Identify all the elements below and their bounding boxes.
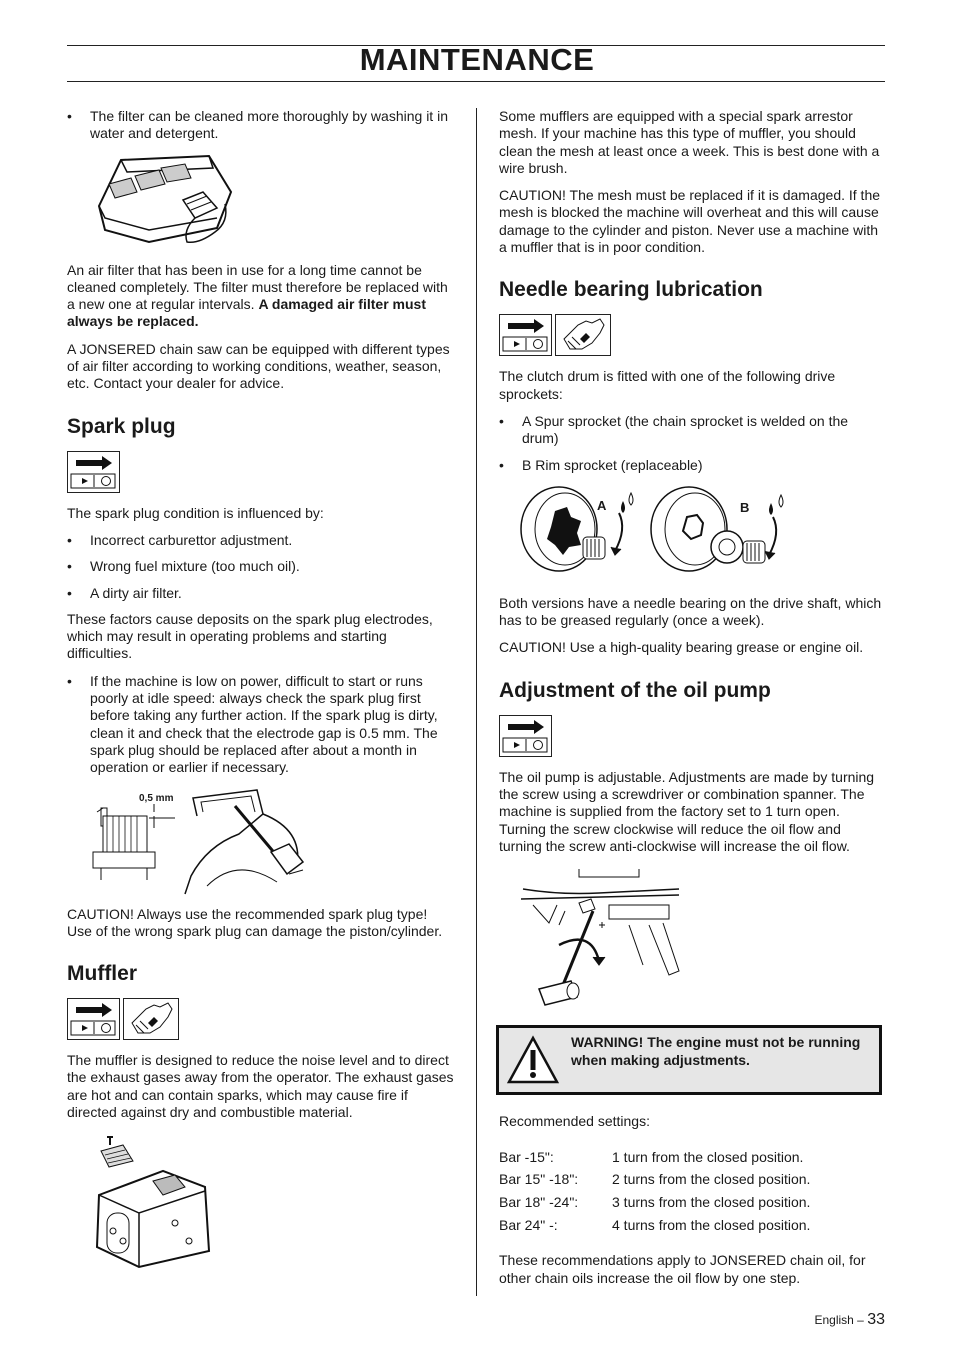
oil-recommendation-note: These recommendations apply to JONSERED chain oil, for other chain oils increase the oil flow by one step.: [499, 1252, 866, 1286]
stop-switch-icon: [499, 314, 552, 356]
paragraph-jonsered-filters: A JONSERED chain saw can be equipped with different types of air filter according to working conditions, weather, season, etc. Contact your dealer for advice.: [67, 340, 450, 392]
footer-dash: –: [857, 1313, 864, 1327]
oil-pump-icons: [499, 715, 885, 757]
heading-muffler: Muffler: [67, 962, 137, 986]
column-divider: [476, 108, 477, 1296]
setting-bar: Bar -15":: [499, 1148, 554, 1165]
spark-plug-gap-illustration: [67, 786, 407, 896]
sprocket-label-b: B: [740, 499, 750, 515]
air-filter-illustration: [91, 152, 261, 252]
paragraph-spark-arrestor: Some mufflers are equipped with a special spark arrestor mesh. If your machine has this type of muffler, you should clean the mesh at least once a week. This is best done with a wire brush.: [499, 108, 880, 176]
right-column: [499, 108, 885, 1297]
paragraph-mesh-caution: CAUTION! The mesh must be replaced if it is damaged. If the mesh is blocked the machine will overheat and this will cause damage to the cylinder and piston. Never use a machine with a muffler that is in poor condition.: [499, 187, 881, 256]
warning-box: [496, 1025, 882, 1095]
spark-plug-icons: [67, 451, 455, 493]
needle-intro: The clutch drum is fitted with one of the following drive sprockets:: [499, 368, 836, 402]
recommended-settings-label: Recommended settings:: [499, 1113, 650, 1130]
heading-oil-pump: Adjustment of the oil pump: [499, 678, 771, 702]
muffler-description: The muffler is designed to reduce the noise level and to direct the exhaust gases away from the operator. The exhaust gases are hot and can contain sparks, which may cause fire if directed against dry and combustible material.: [67, 1052, 454, 1121]
setting-bar: Bar 18" -24":: [499, 1194, 579, 1211]
warning-text: WARNING! The engine must not be running when making adjustments.: [571, 1034, 861, 1068]
setting-value: 2 turns from the closed position.: [612, 1171, 811, 1188]
spark-plug-intro: The spark plug condition is influenced by:: [67, 504, 324, 521]
bullet-fuel-mixture: • Wrong fuel mixture (too much oil).: [67, 558, 455, 575]
setting-value: 1 turn from the closed position.: [612, 1148, 804, 1165]
stop-switch-icon: [67, 998, 120, 1040]
electrode-gap-label: 0,5 mm: [139, 792, 174, 804]
page-title: MAINTENANCE: [359, 42, 595, 77]
muffler-icons: [67, 998, 455, 1040]
setting-bar: Bar 24" -:: [499, 1216, 558, 1233]
stop-switch-icon: [499, 715, 552, 757]
setting-value: 4 turns from the closed position.: [612, 1216, 811, 1233]
footer-language: English: [814, 1313, 854, 1327]
spark-plug-figure: [67, 786, 455, 896]
bullet-wash-filter: • The filter can be cleaned more thoroughly by washing it in water and detergent.: [67, 108, 455, 143]
bullet-rim-sprocket: • B Rim sprocket (replaceable): [499, 457, 885, 474]
setting-value: 3 turns from the closed position.: [612, 1194, 811, 1211]
stop-switch-icon: [67, 451, 120, 493]
sprocket-illustration: [519, 483, 819, 583]
left-column: [67, 108, 455, 1281]
bullet-dirty-filter: • A dirty air filter.: [67, 585, 455, 602]
warning-triangle-icon: [505, 1034, 561, 1086]
needle-bearing-icons: [499, 314, 885, 356]
paragraph-deposits: These factors cause deposits on the spark plug electrodes, which may result in operating problems and starting difficulties.: [67, 610, 433, 662]
bullet-low-power: • If the machine is low on power, difficult to start or runs poorly at idle speed: always check the spark plug first before taking any further action. If the spark plug is dirty, clean it and check that the electrode gap is 0.5 mm. The spark plug should be replaced after about a month in operation or earlier if necessary.: [67, 673, 455, 777]
oil-pump-adjustment-illustration: [519, 865, 689, 1015]
sprocket-label-a: A: [597, 497, 607, 513]
spark-plug-caution: CAUTION! Always use the recommended spark plug type! Use of the wrong spark plug can damage the piston/cylinder.: [67, 905, 443, 939]
protective-glove-icon: [555, 314, 611, 356]
oil-pump-description: The oil pump is adjustable. Adjustments are made by turning the screw using a screwdriver or combination spanner. The machine is supplied from the factory set to 1 turn open. Turning the screw clockwise will reduce the oil flow and turning the screw anti-clockwise will increase the oil flow.: [499, 768, 875, 854]
bullet-carburettor: • Incorrect carburettor adjustment.: [67, 532, 455, 549]
setting-bar: Bar 15" -18":: [499, 1171, 579, 1188]
settings-table: [499, 1149, 885, 1235]
protective-glove-icon: [123, 998, 179, 1040]
muffler-illustration: [93, 1131, 223, 1271]
paragraph-airfilter: An air filter that has been in use for a long time cannot be cleaned completely. The filter must therefore be replaced with a new one at regular intervals. A damaged air filter must always be replaced.: [67, 261, 448, 330]
page-number: 33: [867, 1311, 885, 1328]
heading-needle-bearing: Needle bearing lubrication: [499, 278, 763, 302]
header-bottom-rule: [67, 81, 885, 82]
paragraph-needle-greasing: Both versions have a needle bearing on the drive shaft, which has to be greased regularly (once a week).: [499, 594, 882, 629]
bullet-spur-sprocket: • A Spur sprocket (the chain sprocket is welded on the drum): [499, 413, 885, 448]
page-footer: [814, 1311, 885, 1329]
sprocket-figure: [499, 483, 885, 583]
needle-caution: CAUTION! Use a high-quality bearing grease or engine oil.: [499, 639, 864, 656]
heading-spark-plug: Spark plug: [67, 414, 176, 438]
